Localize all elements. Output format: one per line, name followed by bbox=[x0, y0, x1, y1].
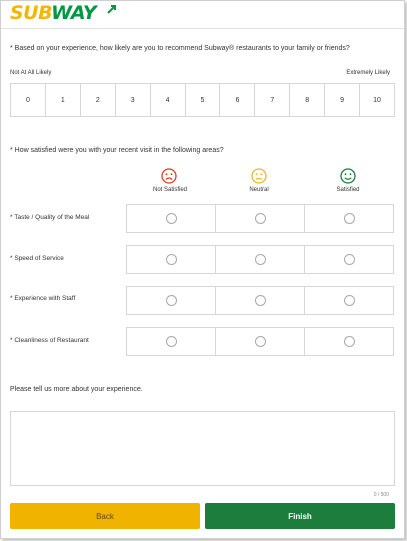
radio-taste-neutral[interactable] bbox=[255, 213, 266, 224]
scale-low-label: Not At All Likely bbox=[10, 70, 52, 76]
cell-not-satisfied bbox=[127, 205, 216, 232]
subway-logo bbox=[10, 3, 96, 23]
row-label-staff: * Experience with Staff bbox=[10, 295, 76, 302]
radio-cleanliness-not-satisfied[interactable] bbox=[166, 336, 177, 347]
radio-speed-satisfied[interactable] bbox=[344, 254, 355, 265]
scale-option-4[interactable]: 4 bbox=[151, 84, 186, 116]
question-satisfaction: * How satisfied were you with your recent visit in the following areas? bbox=[10, 147, 224, 154]
column-neutral: Neutral bbox=[249, 187, 269, 193]
scale-option-3[interactable]: 3 bbox=[116, 84, 151, 116]
character-counter: 0 / 500 bbox=[373, 492, 389, 498]
recommend-scale bbox=[10, 83, 395, 117]
radio-speed-not-satisfied[interactable] bbox=[166, 254, 177, 265]
question-tell-more: Please tell us more about your experience. bbox=[10, 386, 143, 393]
scale-high-label: Extremely Likely bbox=[346, 70, 390, 76]
cell-satisfied bbox=[305, 246, 393, 273]
radio-staff-neutral[interactable] bbox=[255, 295, 266, 306]
rating-row-staff bbox=[126, 286, 394, 315]
scale-option-2[interactable]: 2 bbox=[81, 84, 116, 116]
question-recommend: * Based on your experience, how likely are you to recommend Subway® restaurants to your family or friends? bbox=[10, 45, 350, 52]
scale-option-10[interactable]: 10 bbox=[373, 96, 381, 104]
cell-not-satisfied bbox=[127, 328, 216, 355]
cell-neutral bbox=[216, 205, 305, 232]
row-label-speed: * Speed of Service bbox=[10, 255, 64, 262]
row-label-cleanliness: * Cleanliness of Restaurant bbox=[10, 337, 89, 344]
rating-row-cleanliness bbox=[126, 327, 394, 356]
frown-face-icon bbox=[161, 168, 177, 184]
radio-cleanliness-satisfied[interactable] bbox=[344, 336, 355, 347]
neutral-face-icon bbox=[251, 168, 267, 184]
cell-satisfied bbox=[305, 205, 393, 232]
cell-neutral bbox=[216, 287, 305, 314]
cell-neutral bbox=[216, 246, 305, 273]
cell-not-satisfied bbox=[127, 246, 216, 273]
column-not-satisfied: Not Satisfied bbox=[152, 187, 188, 193]
radio-cleanliness-neutral[interactable] bbox=[255, 336, 266, 347]
rating-row-speed bbox=[126, 245, 394, 274]
scale-option-6[interactable]: 6 bbox=[220, 84, 255, 116]
radio-speed-neutral[interactable] bbox=[255, 254, 266, 265]
logo-text-sub: SUB bbox=[10, 2, 52, 24]
scale-option-8[interactable]: 8 bbox=[290, 84, 325, 116]
finish-button[interactable]: Finish bbox=[205, 503, 395, 529]
scale-option-1[interactable]: 1 bbox=[46, 84, 81, 116]
row-label-taste: * Taste / Quality of the Meal bbox=[10, 214, 90, 221]
radio-taste-not-satisfied[interactable] bbox=[166, 213, 177, 224]
logo-text-way: WAY bbox=[51, 2, 97, 24]
scale-option-7[interactable]: 7 bbox=[255, 84, 290, 116]
cell-satisfied bbox=[305, 328, 393, 355]
header-divider bbox=[1, 28, 404, 29]
cell-not-satisfied bbox=[127, 287, 216, 314]
column-satisfied: Satisfied bbox=[336, 187, 360, 193]
rating-row-taste bbox=[126, 204, 394, 233]
scale-option-5[interactable]: 5 bbox=[186, 84, 221, 116]
smile-face-icon bbox=[340, 168, 356, 184]
cell-satisfied bbox=[305, 287, 393, 314]
radio-taste-satisfied[interactable] bbox=[344, 213, 355, 224]
logo-arrow-icon bbox=[107, 4, 119, 16]
feedback-textarea[interactable] bbox=[10, 411, 395, 486]
back-button[interactable]: Back bbox=[10, 503, 200, 529]
radio-staff-not-satisfied[interactable] bbox=[166, 295, 177, 306]
scale-option-9[interactable]: 9 bbox=[325, 84, 360, 116]
scale-option-0[interactable]: 0 bbox=[11, 84, 46, 116]
radio-staff-satisfied[interactable] bbox=[344, 295, 355, 306]
cell-neutral bbox=[216, 328, 305, 355]
